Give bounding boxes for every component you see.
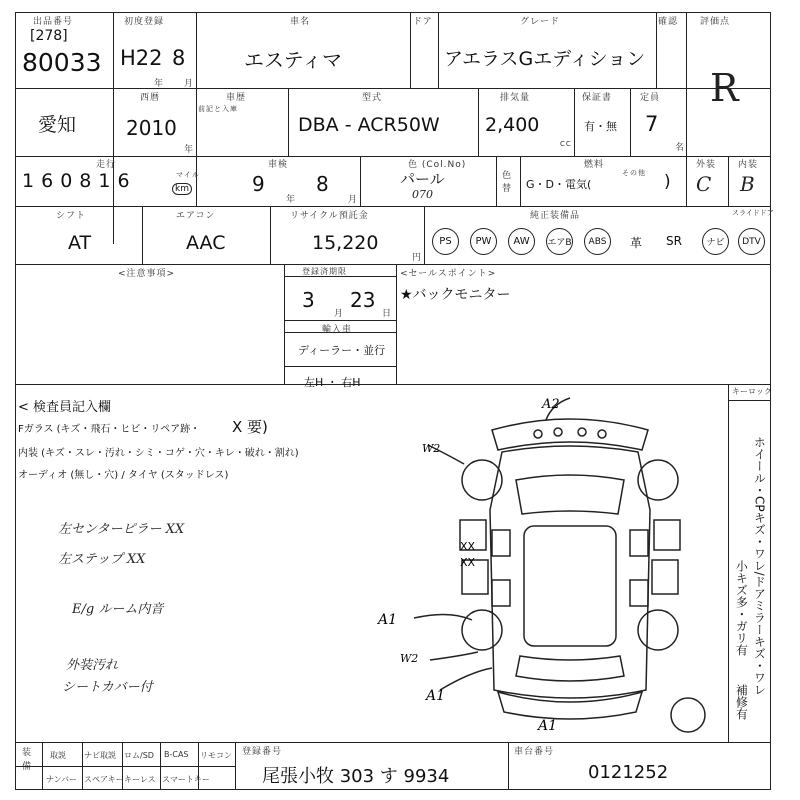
row4-col-c	[424, 206, 425, 264]
notes-col-b	[396, 264, 397, 384]
chassis-number: 0121252	[588, 762, 669, 783]
inspector-line2: 内装 (キズ・スレ・汚れ・シミ・コゲ・穴・キレ・破れ・割れ)	[18, 448, 299, 459]
mileage-digit: 0	[60, 170, 73, 192]
recycle: 15,220	[312, 232, 379, 254]
equip-plate: ナンバー	[46, 775, 78, 784]
mark-a1-low: A1	[426, 688, 446, 704]
mileage-digits	[22, 170, 130, 192]
hand-note-5: シートカバー付	[62, 680, 153, 695]
cc-unit: CC	[560, 140, 572, 148]
displacement-label: 排気量	[500, 93, 531, 103]
keylock-label: キーロック	[732, 387, 772, 396]
hand-note-4: 外装汚れ	[66, 658, 119, 673]
stock-label: 出品番号	[33, 17, 74, 27]
ac: AAC	[186, 232, 226, 254]
equip-sr: SR	[666, 234, 682, 248]
door-label: ドア	[413, 17, 433, 27]
plate-number: 尾張小牧 303 す 9934	[262, 766, 450, 787]
reg-era: H22	[120, 46, 163, 70]
history-label: 車歴	[226, 93, 247, 103]
equip-remote: リモコン	[200, 751, 232, 760]
score-label: 評価点	[700, 17, 731, 27]
model-name-label: 車名	[290, 17, 311, 27]
sales-label: <セールスポイント>	[400, 269, 497, 279]
mile-unit: マイル	[176, 171, 200, 179]
yen-unit: 円	[412, 253, 423, 263]
displacement: 2,400	[485, 114, 540, 136]
ac-label: エアコン	[176, 211, 216, 221]
history-sub: 前記と入庫	[198, 105, 238, 113]
equip-aw: AW	[508, 228, 535, 255]
capacity-label: 定員	[640, 93, 661, 103]
row2-divider	[15, 156, 771, 157]
footer-col-5	[235, 742, 236, 790]
footer-col-6	[508, 742, 509, 790]
year-label: 西暦	[140, 93, 161, 103]
color: パール	[400, 170, 445, 188]
inspector-line1-mark: X 要)	[232, 418, 268, 436]
footer-col-1	[82, 742, 83, 790]
footer-col-0	[42, 742, 43, 790]
type: DBA - ACR50W	[298, 114, 440, 136]
row4-divider	[15, 264, 771, 265]
side-note-2: 小キズ多・ガリ有	[734, 560, 749, 656]
fuel-label: 燃料	[584, 160, 605, 170]
inspection-year: 9	[252, 172, 265, 196]
xx-mark-1: XX	[460, 540, 476, 553]
row4-col-a	[142, 206, 143, 264]
recycle-label: リサイクル預託金	[290, 211, 369, 221]
mark-w2-bottom: W2	[400, 652, 419, 665]
mark-w2-top: W2	[422, 442, 441, 455]
import-label: 輸入車	[322, 325, 353, 335]
equip-manual: 取説	[50, 751, 66, 760]
exterior-grade: C	[696, 172, 712, 196]
check-label: 確認	[658, 17, 679, 27]
equip-ps: PS	[432, 228, 459, 255]
col-divider-6	[686, 12, 687, 156]
registration-label: 登録済期限	[302, 267, 347, 276]
interior-label: 内装	[738, 160, 759, 170]
lot-number: 80033	[22, 48, 102, 77]
side-note-3: 補修有	[734, 684, 749, 720]
row4-col-b	[270, 206, 271, 264]
mileage-digit: 6	[117, 170, 130, 192]
keylock-line	[728, 400, 771, 401]
shift: AT	[68, 232, 92, 254]
equip-bcas: B-CAS	[164, 750, 189, 759]
equip-navi-manual: ナビ取説	[84, 751, 116, 760]
mark-a1-bottom: A1	[538, 718, 558, 734]
import-value: ディーラー・並行	[298, 344, 386, 357]
exterior-label: 外装	[696, 160, 717, 170]
handle-value: 左H ・ 右H	[304, 376, 361, 389]
reg-day-unit: 日	[382, 309, 393, 319]
row3-col-c	[496, 156, 497, 206]
plate-label: 登録番号	[242, 747, 283, 757]
inspection-label: 車検	[268, 160, 289, 170]
side-note-1: ホイール・CPキズ・ワレ/ドアミラーキズ・ワレ	[752, 436, 767, 696]
equip-keyless: キーレス	[124, 775, 156, 784]
reg-label: 初度登録	[124, 17, 165, 27]
reg-bottom-line	[284, 320, 396, 321]
inspection-month-unit: 月	[348, 195, 359, 205]
reg-day: 23	[350, 288, 376, 312]
equip-pw: PW	[470, 228, 497, 255]
sales-point: ★バックモニター	[400, 287, 511, 303]
col-divider-3	[410, 12, 411, 88]
color-no: 070	[412, 188, 433, 201]
mileage-digit: 1	[22, 170, 35, 192]
equip-spare-key: スペアキー	[84, 775, 124, 784]
footer-left-label: 装備	[22, 748, 33, 773]
equip-rom-sd: ロム/SD	[124, 751, 154, 760]
mileage-digit: 1	[98, 170, 111, 192]
reg-month-unit: 月	[334, 309, 345, 319]
row3-col-b	[360, 156, 361, 206]
equip-dtv: DTV	[738, 228, 765, 255]
row2-col-c	[574, 88, 575, 156]
grade-label: グレード	[520, 17, 561, 27]
inspection-month: 8	[316, 172, 329, 196]
mark-a2: A2	[542, 397, 560, 412]
inspector-line3: オーディオ (無し・穴) / タイヤ (スタッドレス)	[18, 470, 229, 481]
equip-navi: ナビ	[702, 228, 729, 255]
row3-col-a	[196, 156, 197, 206]
km-unit: km	[172, 183, 192, 195]
reg-year-unit: 年	[154, 79, 165, 89]
equip-smart-key: スマートキー	[162, 775, 210, 784]
type-label: 型式	[362, 93, 383, 103]
score-value: R	[710, 66, 739, 110]
year-unit: 年	[184, 145, 195, 155]
mileage-digit: 8	[79, 170, 92, 192]
row2-col-b	[478, 88, 479, 156]
lot-bracket: [278]	[30, 28, 68, 44]
equip-airbag: エアB	[546, 228, 573, 255]
equipment-label: 純正装備品	[530, 211, 581, 221]
mileage-digit: 6	[41, 170, 54, 192]
car-damage-diagram	[378, 390, 720, 740]
col-divider-4	[438, 12, 439, 88]
inspection-year-unit: 年	[286, 195, 297, 205]
equip-leather: 革	[630, 236, 643, 250]
footer-mid-line	[15, 766, 235, 767]
col-divider-2	[196, 12, 197, 156]
reg-month-unit: 月	[184, 79, 195, 89]
hand-note-3: E/g ルーム内音	[72, 602, 164, 617]
interior-grade: B	[740, 172, 755, 196]
row3-col-f	[728, 156, 729, 206]
row2-col-a	[288, 88, 289, 156]
caution-label: <注意事項>	[118, 269, 176, 279]
model-name: エスティマ	[244, 48, 342, 72]
row3-col-e	[686, 156, 687, 206]
color-label: 色 (Col.No)	[408, 160, 467, 170]
warranty: 有・無	[584, 120, 617, 133]
col-divider-1	[113, 12, 114, 244]
fuel-options: G・D・電気(	[526, 178, 592, 191]
row3-divider	[15, 206, 771, 207]
hand-note-2: 左ステップ XX	[58, 552, 146, 567]
row1-divider	[15, 88, 771, 89]
capacity-unit: 名	[675, 143, 686, 153]
equip-abs: ABS	[584, 228, 611, 255]
xx-mark-2: XX	[460, 556, 476, 569]
handle-line	[284, 366, 396, 367]
notes-divider	[15, 384, 771, 385]
reg-month: 8	[172, 46, 186, 70]
side-column-divider	[728, 384, 729, 742]
inspector-title: < 検査員記入欄	[18, 400, 112, 415]
capacity: 7	[645, 112, 659, 136]
row2-col-d	[630, 88, 631, 156]
fuel-close: )	[664, 172, 671, 192]
chassis-label: 車台番号	[514, 747, 555, 757]
year: 2010	[126, 116, 177, 140]
row3-col-d	[520, 156, 521, 206]
warranty-label: 保証書	[582, 93, 613, 103]
footer-divider	[15, 742, 771, 743]
shift-label: シフト	[56, 211, 87, 221]
hand-note-1: 左センターピラー XX	[58, 522, 185, 537]
fuel-other: その他	[622, 169, 646, 177]
col-divider-5	[656, 12, 657, 88]
mileage-label: 走行	[96, 160, 117, 170]
mark-a1-left: A1	[378, 612, 398, 628]
reg-month: 3	[302, 288, 315, 312]
sliding-label: スライドドア	[732, 209, 774, 217]
footer-col-3	[160, 742, 161, 790]
grade: アエラスGエディション	[444, 48, 646, 70]
region: 愛知	[38, 114, 77, 136]
color-change-label: 色替	[502, 171, 513, 194]
inspector-line1: Fガラス (キズ・飛石・ヒビ・リペア跡・	[18, 424, 201, 435]
